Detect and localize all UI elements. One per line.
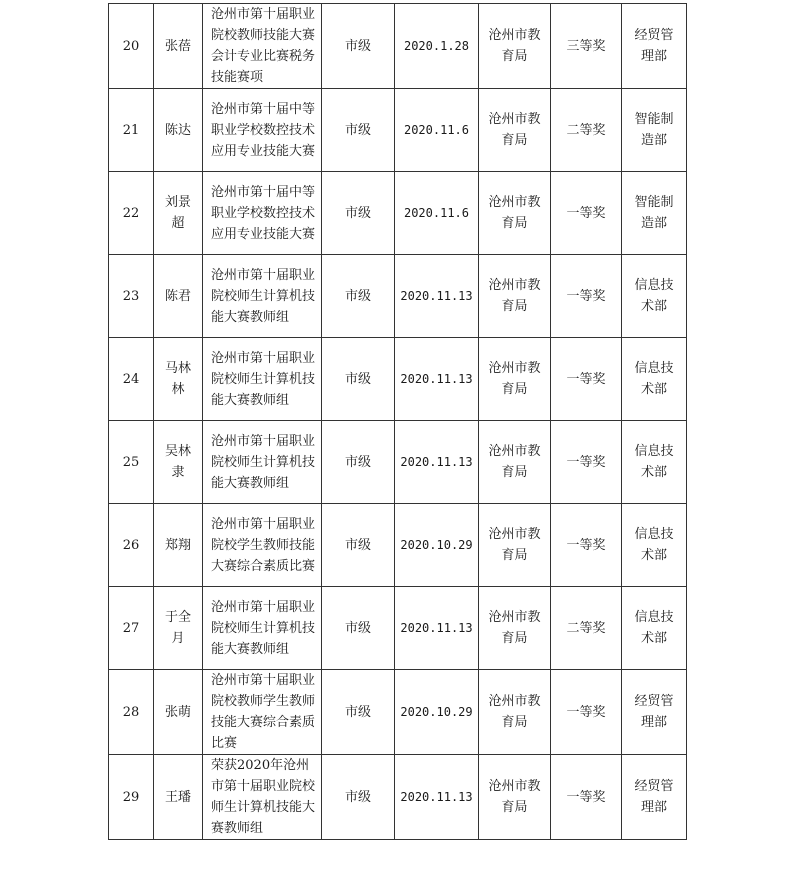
department: 信息技术部 [622,587,687,670]
table-row [109,504,687,587]
table-row [109,89,687,172]
competition-level: 市级 [322,89,395,172]
department: 经贸管理部 [622,755,687,840]
award-date: 2020.11.6 [395,89,479,172]
issuing-authority: 沧州市教育局 [479,338,551,421]
table-row [109,755,687,840]
table-row [109,4,687,89]
competition-level: 市级 [322,755,395,840]
department: 信息技术部 [622,421,687,504]
department: 信息技术部 [622,338,687,421]
table-row [109,255,687,338]
department: 经贸管理部 [622,670,687,755]
person-name: 刘景超 [154,172,203,255]
person-name: 王璠 [154,755,203,840]
competition-name: 沧州市第十届职业院校学生教师技能大赛综合素质比赛 [203,504,322,587]
person-name: 陈君 [154,255,203,338]
award-rank: 一等奖 [551,172,622,255]
row-number: 20 [109,4,154,89]
issuing-authority: 沧州市教育局 [479,89,551,172]
row-number: 29 [109,755,154,840]
issuing-authority: 沧州市教育局 [479,421,551,504]
competition-name: 沧州市第十届职业院校教师技能大赛会计专业比赛税务技能赛项 [203,4,322,89]
person-name: 张蓓 [154,4,203,89]
issuing-authority: 沧州市教育局 [479,670,551,755]
department: 经贸管理部 [622,4,687,89]
department: 信息技术部 [622,504,687,587]
table-row [109,338,687,421]
competition-level: 市级 [322,504,395,587]
issuing-authority: 沧州市教育局 [479,4,551,89]
award-rank: 一等奖 [551,338,622,421]
award-rank: 二等奖 [551,89,622,172]
row-number: 21 [109,89,154,172]
competition-level: 市级 [322,338,395,421]
competition-name: 沧州市第十届职业院校教师学生教师技能大赛综合素质比赛 [203,670,322,755]
award-date: 2020.10.29 [395,670,479,755]
competition-name: 沧州市第十届职业院校师生计算机技能大赛教师组 [203,255,322,338]
competition-name: 沧州市第十届职业院校师生计算机技能大赛教师组 [203,421,322,504]
department: 智能制造部 [622,89,687,172]
award-rank: 一等奖 [551,255,622,338]
award-rank: 二等奖 [551,587,622,670]
table-body [109,4,687,840]
table-row [109,587,687,670]
competition-name: 沧州市第十届中等职业学校数控技术应用专业技能大赛 [203,89,322,172]
award-rank: 一等奖 [551,421,622,504]
award-date: 2020.11.13 [395,421,479,504]
award-rank: 一等奖 [551,670,622,755]
award-rank: 一等奖 [551,504,622,587]
issuing-authority: 沧州市教育局 [479,172,551,255]
row-number: 25 [109,421,154,504]
row-number: 28 [109,670,154,755]
person-name: 于全月 [154,587,203,670]
person-name: 马林林 [154,338,203,421]
table-row [109,172,687,255]
table-row [109,421,687,504]
person-name: 郑翔 [154,504,203,587]
competition-name: 沧州市第十届中等职业学校数控技术应用专业技能大赛 [203,172,322,255]
person-name: 张萌 [154,670,203,755]
competition-name: 沧州市第十届职业院校师生计算机技能大赛教师组 [203,587,322,670]
competition-level: 市级 [322,421,395,504]
award-date: 2020.11.13 [395,587,479,670]
award-rank: 一等奖 [551,755,622,840]
competition-level: 市级 [322,255,395,338]
issuing-authority: 沧州市教育局 [479,504,551,587]
competition-name: 沧州市第十届职业院校师生计算机技能大赛教师组 [203,338,322,421]
table-row [109,670,687,755]
issuing-authority: 沧州市教育局 [479,755,551,840]
award-date: 2020.10.29 [395,504,479,587]
award-date: 2020.11.13 [395,755,479,840]
row-number: 26 [109,504,154,587]
competition-level: 市级 [322,4,395,89]
competition-level: 市级 [322,587,395,670]
row-number: 22 [109,172,154,255]
row-number: 27 [109,587,154,670]
awards-table [108,3,687,840]
issuing-authority: 沧州市教育局 [479,255,551,338]
award-date: 2020.11.13 [395,338,479,421]
row-number: 23 [109,255,154,338]
department: 信息技术部 [622,255,687,338]
competition-level: 市级 [322,670,395,755]
award-date: 2020.1.28 [395,4,479,89]
competition-level: 市级 [322,172,395,255]
department: 智能制造部 [622,172,687,255]
person-name: 吴林隶 [154,421,203,504]
row-number: 24 [109,338,154,421]
award-rank: 三等奖 [551,4,622,89]
competition-name: 荣获2020年沧州市第十届职业院校师生计算机技能大赛教师组 [203,755,322,840]
award-date: 2020.11.6 [395,172,479,255]
person-name: 陈达 [154,89,203,172]
issuing-authority: 沧州市教育局 [479,587,551,670]
award-date: 2020.11.13 [395,255,479,338]
